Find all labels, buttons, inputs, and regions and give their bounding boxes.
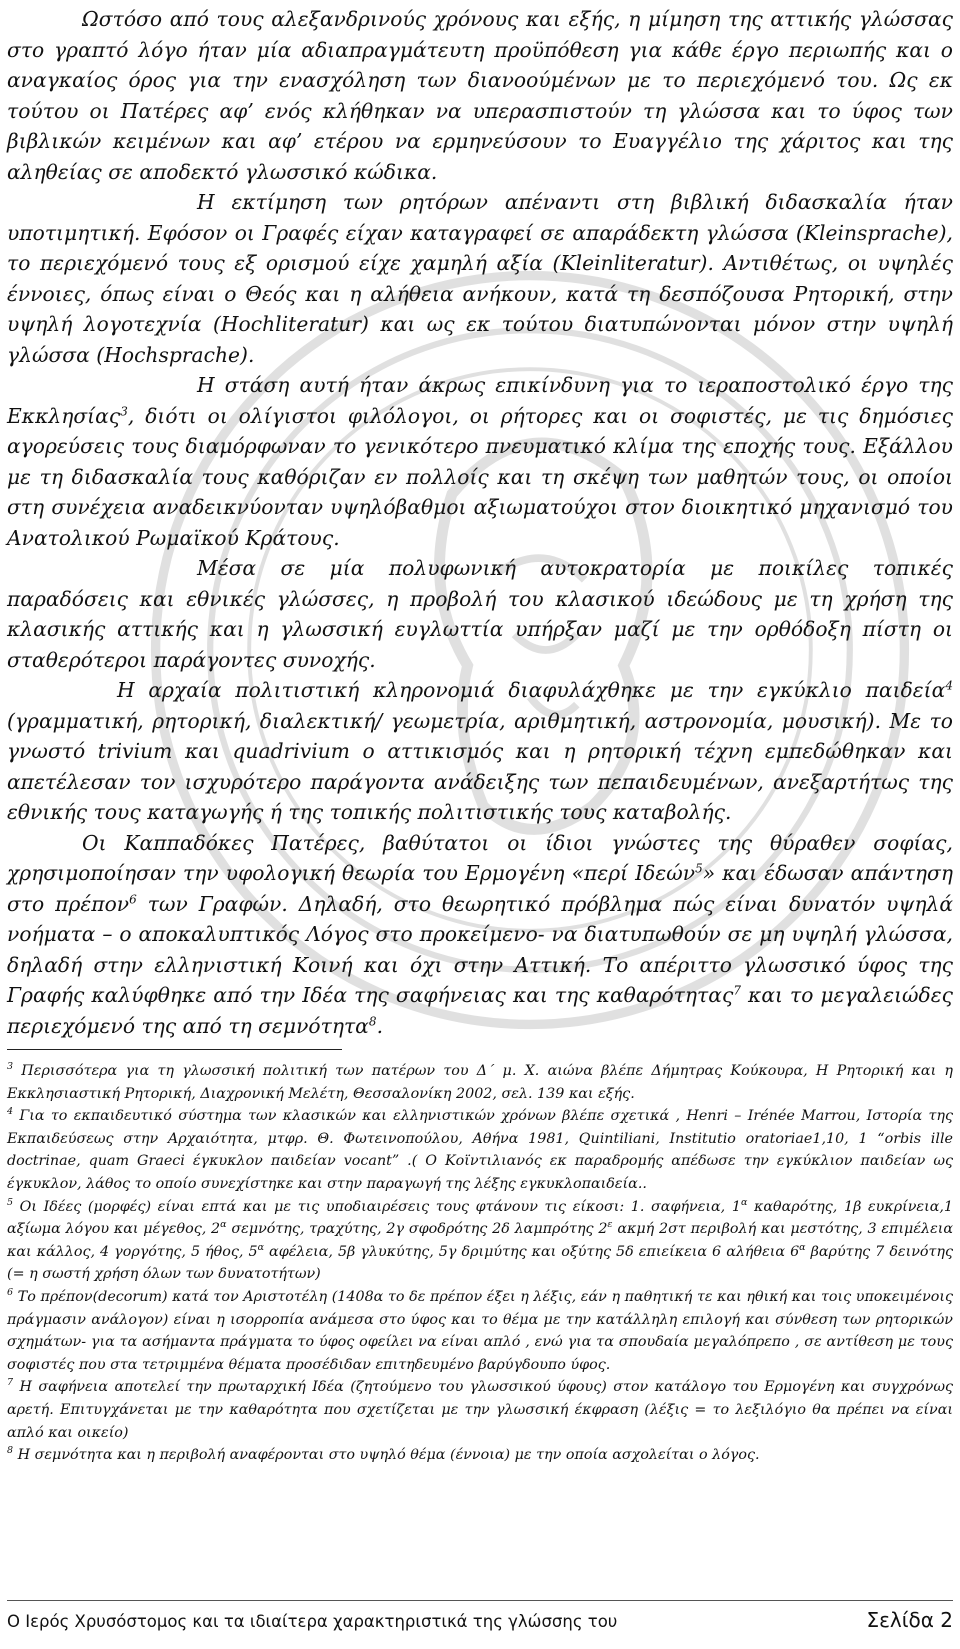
paragraph [7, 828, 953, 1042]
text-run: , διότι οι ολίγιστοι φιλόλογοι, οι ρήτορες και οι σοφιστές, με τις δημόσιες αγορεύσεις τους διαμόρφωναν το γενικότερο πνευματικό κλίμα της εποχής τους. Εξάλλου με τη διδασκαλία τους καθόριζαν εν πολλοίς και τη σκέψη των μαθητών τους, οι οποίοι στη συνέχεια αναδεικνύονταν υψηλόβαθμοι αξιωματούχοι στον διοικητικό μηχανισμό του Ανατολικού Ρωμαϊκού Κράτους. [7, 403, 953, 550]
footnote-marker: 3 [120, 403, 128, 418]
footnote [7, 1105, 953, 1195]
footnote-marker: 6 [129, 891, 137, 906]
footnote-marker: α [740, 1196, 748, 1208]
text-run: ακμή 2στ περιβολή και μεστότης, 3 επιμέλεια και κάλλος, 4 γοργότης, 5 ήθος, 5 [7, 1221, 954, 1260]
footnote-marker: 7 [7, 1377, 14, 1389]
text-run: Ωστόσο από τους αλεξανδρινούς χρόνους και εξής, η μίμηση της αττικής γλώσσας στο γραπτό λόγο ήταν μία αδιαπραγμάτευτη προϋπόθεση για κάθε έργο περιωπής και ο αναγκαίος όρος για την ενασχόληση των διανοούμένων με το περιεχόμενό του. Ως εκ τούτου οι Πατέρες αφ’ ενός κλήθηκαν να υπερασπιστούν τη γλώσσα και το ύφος των βιβλικών κειμένων και αφ’ ετέρου να ερμηνεύσουν το Ευαγγέλιο της χάριτος και της αληθείας σε αποδεκτό γλωσσικό κώδικα. [7, 7, 953, 184]
footnotes [7, 1060, 953, 1467]
text-run: Η σεμνότητα και η περιβολή αναφέρονται στο υψηλό θέμα (έννοια) με την οποία ασχολείται ο λόγος. [13, 1447, 760, 1464]
footnote-marker: 5 [695, 861, 703, 876]
footnote-separator [7, 1049, 342, 1050]
text-run: » και έδωσαν απάντηση στο πρέπον [7, 861, 954, 916]
text-run: Για το εκπαιδευτικό σύστημα των κλασικών και ελληνιστικών χρόνων βλέπε σχετικά , Henri – Irénée Marrou, Ιστορία της Εκπαιδεύσεως στην Αρχαιότητα, μτφρ. Θ. Φωτεινοπούλου, Αθήνα 1981, Quintiliani, Institutio oratoriae1,10, 1 “orbis ille doctrinae, quam Graeci έγκυκλον παιδείαν vocant” .( Ο Κοϊντιλιανός εκ παραδρομής απέδωσε την εγκύκλιον παιδείαν ως έγκυκλον, λάθος το οποίο συνεχίστηκε και στην παραγωγή της λέξης εγκυκλοπαιδεία.. [7, 1108, 953, 1192]
footnote-marker: 3 [7, 1061, 14, 1073]
text-run: Μέσα σε μία πολυφωνική αυτοκρατορία με ποικίλες τοπικές παραδόσεις και εθνικές γλώσσες, η προβολή του κλασικού ιδεώδους με τη χρήση της κλασικής αττικής και η γλωσσική ευγλωττία υπήρξαν μαζί με την ορθόδοξη πίστη οι σταθερότεροι παράγοντες συνοχής. [7, 556, 953, 672]
text-run: των Γραφών. Δηλαδή, στο θεωρητικό πρόβλημα πώς είναι δυνατόν υψηλά νοήματα – ο αποκαλυπτικός Λόγος στο προκείμενο- να διατυπωθούν σε μη υψηλή γλώσσα, δηλαδή στην ελληνιστική Κοινή και όχι στην Αττική. Το απέριττο γλωσσικό ύφος της Γραφής καλύφθηκε από την Ιδέα της σαφήνειας και της καθαρότητας [7, 891, 954, 1007]
text-run: Η εκτίμηση των ρητόρων απέναντι στη βιβλική διδασκαλία ήταν υποτιμητική. Εφόσον οι Γραφές είχαν καταγραφεί σε απαράδεκτη γλώσσα (Kleinsprache), το περιεχόμενό τους εξ ορισμού είχε χαμηλή αξία (Kleinliteratur). Αντιθέτως, οι υψηλές έννοιες, όπως είναι ο Θεός και η αλήθεια ανήκουν, κατά τη δεσπόζουσα Ρητορική, στην υψηλή λογοτεχνία (Hochliteratur) και ως εκ τούτου διατυπώνονται μόνον στην υψηλή γλώσσα (Hochsprache). [7, 190, 953, 367]
text-run: Η στάση αυτή ήταν άκρως επικίνδυνη για το ιεραποστολικό έργο της Εκκλησίας [7, 373, 953, 428]
footnote-marker: 4 [945, 678, 953, 693]
footnote-marker: 7 [733, 983, 741, 998]
paragraph [7, 675, 953, 828]
footnote-marker: α [257, 1241, 264, 1253]
paragraph [7, 4, 953, 187]
body-text [7, 4, 953, 1041]
page-content [7, 4, 953, 1467]
footnote-marker: 4 [7, 1106, 14, 1118]
text-run: Η αρχαία πολιτιστική κληρονομιά διαφυλάχθηκε με την εγκύκλιο παιδεία [117, 678, 946, 702]
footer-title: Ο Ιερός Χρυσόστομος και τα ιδιαίτερα χαρακτηριστικά της γλώσσης του [7, 1612, 618, 1631]
footnote [7, 1444, 953, 1467]
text-run: (γραμματική, ρητορική, διαλεκτική/ γεωμετρία, αριθμητική, αστρονομία, μουσική). Με το γνωστό trivium και quadrivium ο αττικισμός και η ρητορική τέχνη εμπεδώθηκαν και απετέλεσαν τον ισχυρότερο παράγοντα ανάδειξης των πεπαιδευμένων, ανεξαρτήτως της εθνικής τους καταγωγής ή της τοπικής πολιτιστικής τους καταβολής. [7, 708, 953, 824]
page-footer [7, 1600, 953, 1632]
text-run: Η σαφήνεια αποτελεί την πρωταρχική Ιδέα (ζητούμενο του γλωσσικού ύφους) στον κατάλογο του Ερμογένη και συγχρόνως αρετή. Επιτυγχάνεται με την καθαρότητα που σχετίζεται με την γλωσσική έκφραση (λέξις = το λεξιλόγιο θα πρέπει να είναι απλό και οικείο) [7, 1379, 953, 1441]
footnote [7, 1376, 953, 1444]
footnote-marker: 8 [368, 1013, 377, 1028]
text-run: και το μεγαλειώδες περιεχόμενό της από τη σεμνότητα [7, 983, 953, 1038]
footnote-marker: 8 [7, 1445, 14, 1457]
page-number: Σελίδα 2 [866, 1608, 953, 1632]
footnote-marker: α [220, 1219, 227, 1231]
text-run: . [376, 1013, 384, 1038]
paragraph [7, 553, 953, 675]
footnote-marker: 6 [7, 1287, 14, 1299]
footnote [7, 1060, 953, 1105]
footnote-marker: α [799, 1241, 806, 1253]
footnote [7, 1286, 953, 1376]
text-run: αφέλεια, 5β γλυκύτης, 5γ δριμύτης και οξύτης 5δ επιείκεια 6 αλήθεια 6 [264, 1243, 800, 1260]
text-run: καθαρότης, 1β ευκρίνεια,1 αξίωμα λόγου και μέγεθος, 2 [7, 1198, 953, 1238]
paragraph [7, 187, 953, 370]
text-run: βαρύτης 7 δεινότης (= η σωστή χρήση όλων των δυνατοτήτων) [7, 1243, 953, 1283]
footnote-marker: ε [607, 1219, 613, 1231]
text-run: Οι Ιδέες (μορφές) είναι επτά και με τις υποδιαιρέσεις τους φτάνουν τις είκοσι: 1. σαφήνεια, 1 [13, 1198, 741, 1215]
text-run: Οι Καππαδόκες Πατέρες, βαθύτατοι οι ίδιοι γνώστες της θύραθεν σοφίας, χρησιμοποίησαν την υφολογική θεωρία του Ερμογένη «περί Ιδεών [7, 830, 953, 885]
text-run: Περισσότερα για τη γλωσσική πολιτική των πατέρων του Δ΄ μ. Χ. αιώνα βλέπε Δήμητρας Κούκουρα, Η Ρητορική και η Εκκλησιαστική Ρητορική, Διαχρονική Μελέτη, Θεσσαλονίκη 2002, σελ. 139 και εξής. [7, 1063, 953, 1102]
text-run: Το πρέπον(decorum) κατά τον Αριστοτέλη (1408α το δε πρέπον έξει η λέξις, εάν η παθητική τε και ηθική και τοις υποκειμένοις πράγμασιν ανάλογον) είναι η ισορροπία ανάμεσα στο ύφος και το θέμα με την κατάλληλη επιλογή και σύνθεση των ρητορικών σχημάτων- για τα ασήμαντα πράγματα το ύφος οφείλει να είναι απλό , ενώ για τα σπουδαία μεγαλόπρεπο , σε αντίθεση με τους σοφιστές που στα τετριμμένα θέματα προσέδιδαν επιτηδευμένο βαρύγδουπο ύφος. [7, 1288, 953, 1373]
footnote [7, 1196, 953, 1286]
footnote-marker: 5 [7, 1196, 14, 1208]
paragraph [7, 370, 953, 553]
text-run: σεμνότης, τραχύτης, 2γ σφοδρότης 2δ λαμπρότης 2 [226, 1221, 608, 1238]
